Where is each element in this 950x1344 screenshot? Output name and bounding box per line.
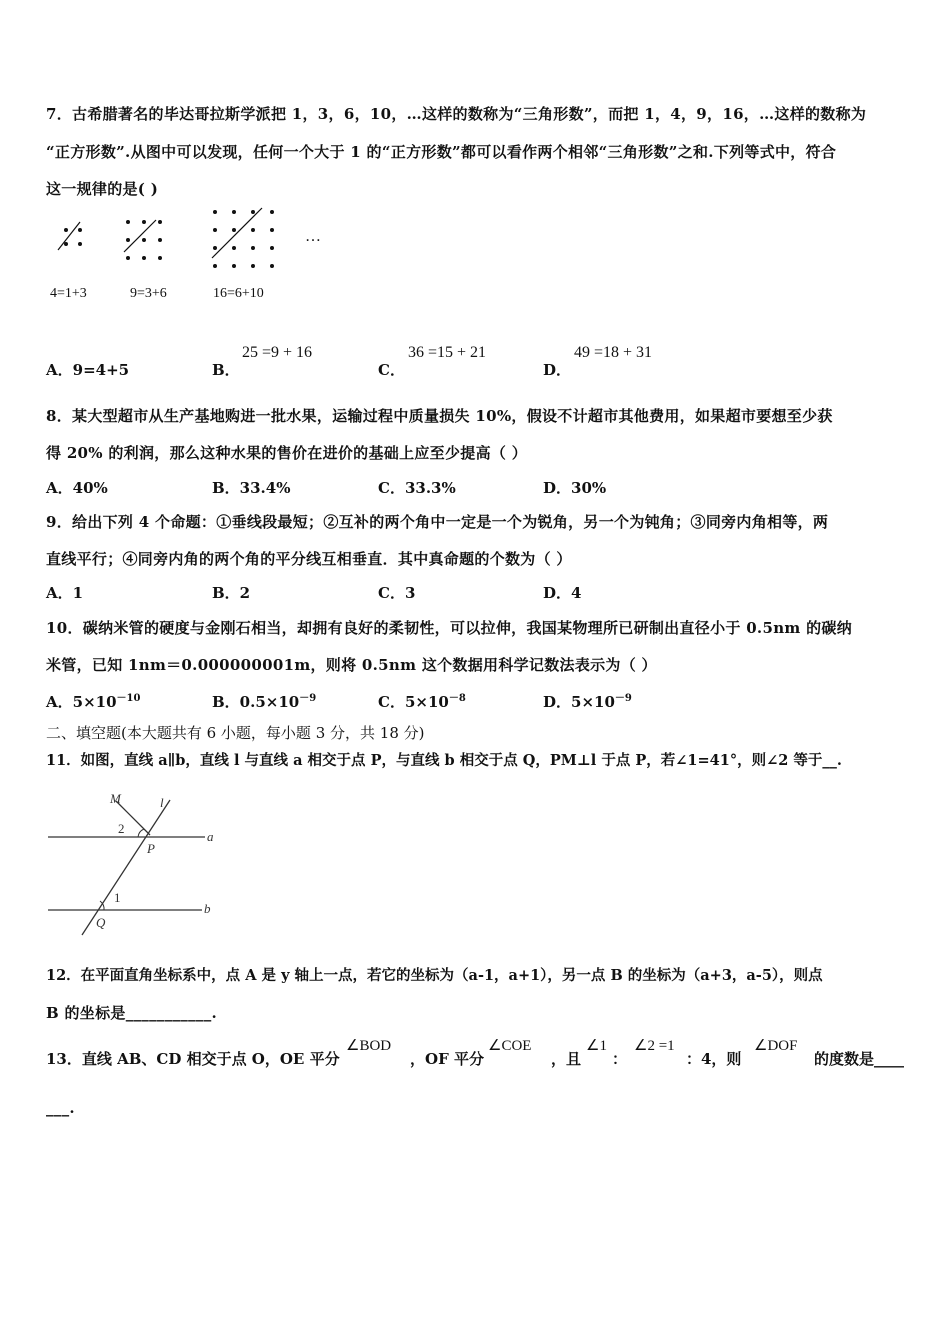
q10-option-b: B．$0.5\times 10^{-9}$: [212, 693, 317, 711]
q8-option-b: B．33.4%: [212, 479, 291, 497]
q10-option-d: D．$5\times 10^{-9}$: [543, 693, 632, 711]
q7-option-c-label: C．: [378, 361, 405, 379]
triangle-number-figures: [40, 200, 340, 280]
label-2: 2: [118, 821, 125, 836]
q10-line2: 米管，已知 1nm＝0.000000001m，则将 0.5nm 这个数据用科学记数法表示为（ ）: [46, 656, 657, 674]
q7-line2: “正方形数”.从图中可以发现，任何一个大于 1 的“正方形数”都可以看作两个相邻“三角形数”之和.下列等式中，符合: [46, 143, 837, 161]
label-p: P: [147, 841, 155, 856]
label-m: M: [110, 791, 121, 806]
caption-3: 16=6+10: [213, 286, 264, 301]
label-b: b: [204, 901, 211, 916]
label-a: a: [207, 829, 214, 844]
q13-angle-1: ∠1: [586, 1038, 607, 1054]
q13-line2: ___.: [46, 1099, 75, 1117]
q8-option-c: C．33.3%: [378, 479, 456, 497]
q13-part5: 的度数是____: [814, 1050, 905, 1068]
label-1: 1: [114, 890, 121, 905]
section-heading: 二、填空题(本大题共有 6 小题，每小题 3 分，共 18 分): [46, 724, 425, 742]
q13-part1: 13．直线 AB、CD 相交于点 O，OE 平分: [46, 1050, 340, 1068]
label-q: Q: [96, 915, 106, 930]
caption-2: 9=3+6: [130, 286, 167, 301]
q7-option-d-formula: 49 =18 + 31: [574, 344, 653, 361]
q7-option-b-label: B．: [212, 361, 240, 379]
q12-line1: 12．在平面直角坐标系中，点 A 是 y 轴上一点，若它的坐标为（a-1，a+1），另一点 B 的坐标为（a+3，a-5），则点: [46, 967, 823, 984]
q8-option-a: A．40%: [46, 479, 108, 497]
q13-angle-dof: ∠DOF: [754, 1038, 798, 1054]
q10-option-a: A．$5\times 10^{-10}$: [46, 693, 141, 711]
q13-part3: ，且: [551, 1050, 582, 1068]
q8-line1: 8．某大型超市从生产基地购进一批水果，运输过程中质量损失 10%，假设不计超市其他费用，如果超市要想至少获: [46, 407, 833, 425]
q11-figure: [40, 785, 240, 945]
q11-line1: 11．如图，直线 a∥b，直线 l 与直线 a 相交于点 P，与直线 b 相交于点 Q，PM⊥l 于点 P，若∠1=41°，则∠2 等于__.: [46, 752, 842, 769]
q10-option-c: C．$5\times 10^{-8}$: [378, 693, 466, 711]
label-l: l: [160, 795, 164, 810]
q7-line3: 这一规律的是( ): [46, 180, 159, 198]
q13-part4: ：4，则: [686, 1050, 742, 1068]
q12-line2: B 的坐标是___________.: [46, 1004, 218, 1022]
q9-option-b: B．2: [212, 584, 251, 602]
q9-option-a: A．1: [46, 584, 84, 602]
q7-line1: 7．古希腊著名的毕达哥拉斯学派把 1，3，6，10，…这样的数称为“三角形数”，而把 1，4，9，16，…这样的数称为: [46, 105, 867, 123]
q8-line2: 得 20% 的利润，那么这种水果的售价在进价的基础上应至少提高（ ）: [46, 444, 527, 462]
q10-line1: 10．碳纳米管的硬度与金刚石相当，却拥有良好的柔韧性，可以拉伸，我国某物理所已研制出直径小于 0.5nm 的碳纳: [46, 619, 852, 637]
q13-angle-2: ∠2 =1: [634, 1038, 675, 1054]
q13-angle-coe: ∠COE: [488, 1038, 532, 1054]
q9-line1: 9．给出下列 4 个命题：①垂线段最短；②互补的两个角中一定是一个为锐角，另一个为钝角；③同旁内角相等，两: [46, 513, 829, 531]
q13-angle-bod: ∠BOD: [346, 1038, 392, 1054]
q9-line2: 直线平行；④同旁内角的两个角的平分线互相垂直．其中真命题的个数为（ ）: [46, 550, 572, 568]
caption-1: 4=1+3: [50, 286, 87, 301]
q9-option-c: C．3: [378, 584, 416, 602]
ellipsis: …: [305, 228, 321, 245]
q7-option-a: A．9=4+5: [46, 361, 130, 379]
q13-part2: ，OF 平分: [410, 1050, 484, 1068]
q13-colon: ：: [612, 1050, 628, 1068]
q7-option-b-formula: 25 =9 + 16: [242, 344, 313, 361]
q7-option-d-label: D．: [543, 361, 572, 379]
q9-option-d: D．4: [543, 584, 582, 602]
q8-option-d: D．30%: [543, 479, 607, 497]
q7-option-c-formula: 36 =15 + 21: [408, 344, 487, 361]
